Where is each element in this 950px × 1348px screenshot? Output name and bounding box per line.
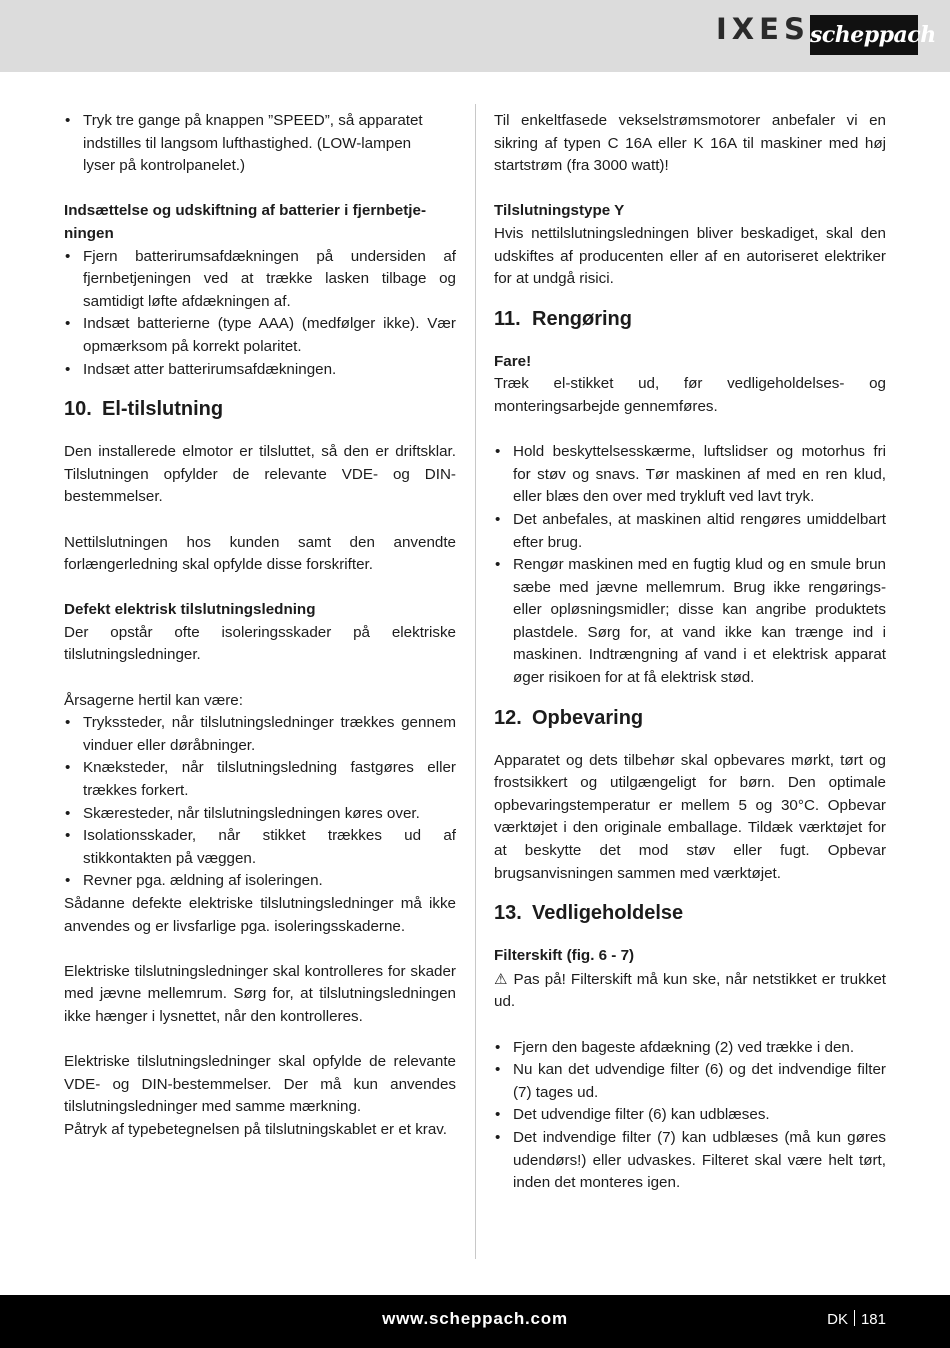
paragraph: Apparatet og dets tilbehør skal opbevares mørkt, tørt og frostsikkert og utilgængeligt for børn. Den optimale opbevaringstemperatur er mellem 5 og 30°C. Opbevar værktøjet i den originale emballage. Tildæk værktøjet for at beskytte det mod støv eller fugt. Opbevar brugsanvisningen sammen med værktøjet. bbox=[494, 751, 886, 882]
paragraph: Den installerede elmotor er tilsluttet, så den er driftsklar. Tilslutningen opfylder de relevante VDE- og DIN-bestemmelser. bbox=[64, 443, 456, 506]
list-item: • Skæresteder, når tilslutningsledningen køres over. bbox=[64, 803, 456, 826]
website-url: www.scheppach.com bbox=[382, 1309, 568, 1328]
section-13-heading: 13. Vedligeholdelse bbox=[494, 902, 684, 925]
paragraph: Hvis nettilslutningsledningen bliver beskadiget, skal den udskiftes af producenten eller af en autoriseret elektriker for at undgå risici. bbox=[494, 224, 886, 288]
speed-list bbox=[64, 110, 456, 178]
list-item: • Hold beskyttelsesskærme, luftslidser og motorhus fri for støv og snavs. Tør maskinen af med en ren klud, eller blæs den over med trykluft ved lavt tryk. bbox=[494, 441, 886, 509]
list-item: • Det indvendige filter (7) kan udblæses (må kun gøres udendørs!) eller udvaskes. Filteret skal være helt tørt, inden det monteres igen. bbox=[494, 1127, 886, 1195]
column-divider bbox=[475, 104, 476, 1259]
list-item: • Fjern batterirumsafdækningen på undersiden af fjernbetjeningen ved at trække lasken tilbage og samtidigt løfte afdækningen af. bbox=[64, 246, 456, 314]
defect-heading: Defekt elektrisk tilslutningsledning bbox=[64, 601, 316, 619]
list-item: • Revner pga. ældning af isoleringen. bbox=[64, 870, 456, 893]
list-item: • Det anbefales, at maskinen altid rengøres umiddelbart efter brug. bbox=[494, 509, 886, 554]
paragraph: Til enkeltfasede vekselstrømsmotorer anbefaler vi en sikring af typen C 16A eller K 16A til maskiner med høj startstrøm (fra 3000 watt)! bbox=[494, 112, 886, 175]
list-item: • Trykssteder, når tilslutningsledninger trækkes gennem vinduer eller døråbninger. bbox=[64, 712, 456, 757]
warning-triangle-icon: ⚠ bbox=[494, 969, 509, 988]
list-item: • Fjern den bageste afdækning (2) ved trække i den. bbox=[494, 1037, 886, 1060]
danger-heading: Fare! bbox=[494, 352, 532, 370]
footer-bar bbox=[0, 1295, 950, 1348]
paragraph: Der opstår ofte isoleringsskader på elektriske tilslutningsledninger. bbox=[64, 623, 456, 664]
battery-heading: Indsættelse og udskiftning af batterier i fjernbetje- ningen bbox=[64, 202, 427, 242]
paragraph: Elektriske tilslutningsledninger skal opfylde de relevante VDE- og DIN-bestemmelser. Der må kun anvendes tilslutningsledninger med samme mærkning. bbox=[64, 1053, 456, 1116]
paragraph: Påtryk af typebetegnelsen på tilslutningskablet er et krav. bbox=[64, 1120, 447, 1138]
section-12-heading: 12. Opbevaring bbox=[494, 706, 644, 729]
battery-list bbox=[64, 246, 456, 382]
causes-intro: Årsagerne hertil kan være: bbox=[64, 691, 243, 709]
paragraph: Nettilslutningen hos kunden samt den anvendte forlængerledning skal opfylde disse forskrifter. bbox=[64, 533, 456, 574]
paragraph: Elektriske tilslutningsledninger skal kontrolleres for skader med jævne mellemrum. Sørg for, at tilslutningsledningen ikke hænger i lysnettet, når den kontrolleres. bbox=[64, 962, 456, 1025]
connection-type-heading: Tilslutningstype Y bbox=[494, 202, 625, 220]
paragraph: Træk el-stikket ud, før vedligeholdelses- og monteringsarbejde gennemføres. bbox=[494, 375, 886, 415]
list-item: • Indsæt batterierne (type AAA) (medfølger ikke). Vær opmærksom på korrekt polaritet. bbox=[64, 313, 456, 358]
paragraph: Sådanne defekte elektriske tilslutningsledninger må ikke anvendes og er livsfarlige pga. isoleringsskaderne. bbox=[64, 895, 456, 935]
filter-list bbox=[494, 1037, 886, 1195]
ixes-logo: IXES bbox=[716, 12, 810, 46]
list-item: • Det udvendige filter (6) kan udblæses. bbox=[494, 1104, 886, 1127]
page-indicator bbox=[827, 1310, 886, 1328]
filter-warning: ⚠ Pas på! Filterskift må kun ske, når netstikket er trukket ud. bbox=[494, 969, 886, 1011]
section-11-heading: 11. Rengøring bbox=[494, 307, 632, 330]
left-column bbox=[64, 110, 456, 1142]
right-column bbox=[494, 110, 886, 1195]
header-bar bbox=[0, 0, 950, 72]
section-10-heading: 10. El-tilslutning bbox=[64, 398, 224, 421]
list-item: • Nu kan det udvendige filter (6) og det indvendige filter (7) tages ud. bbox=[494, 1059, 886, 1104]
list-item: • Rengør maskinen med en fugtig klud og en smule brun sæbe med jævne mellemrum. Brug ikke rengørings- eller opløsningsmidler; disse kan angribe produktets plastdele. Sørg for, at vand ikke kan trænge ind i maskinen. Indtrængning af vand i et elektrisk apparat øger risikoen for at få elektrisk stød. bbox=[494, 554, 886, 690]
scheppach-logo: scheppach bbox=[810, 15, 918, 55]
language-code: DK bbox=[827, 1311, 848, 1328]
page-number: 181 bbox=[860, 1311, 886, 1328]
cleaning-list bbox=[494, 441, 886, 690]
list-item: • Indsæt atter batterirumsafdækningen. bbox=[64, 359, 456, 382]
list-item: • Knæksteder, når tilslutningsledning fastgøres eller trækkes forkert. bbox=[64, 757, 456, 802]
list-item: • Isolationsskader, når stikket trækkes ud af stikkontakten på væggen. bbox=[64, 825, 456, 870]
causes-list bbox=[64, 712, 456, 893]
list-item: • Tryk tre gange på knappen ”SPEED”, så apparatet indstilles til langsom lufthastighed. (LOW-lampen lyser på kontrolpanelet.) bbox=[64, 110, 456, 178]
filter-heading: Filterskift (fig. 6 - 7) bbox=[494, 947, 635, 965]
